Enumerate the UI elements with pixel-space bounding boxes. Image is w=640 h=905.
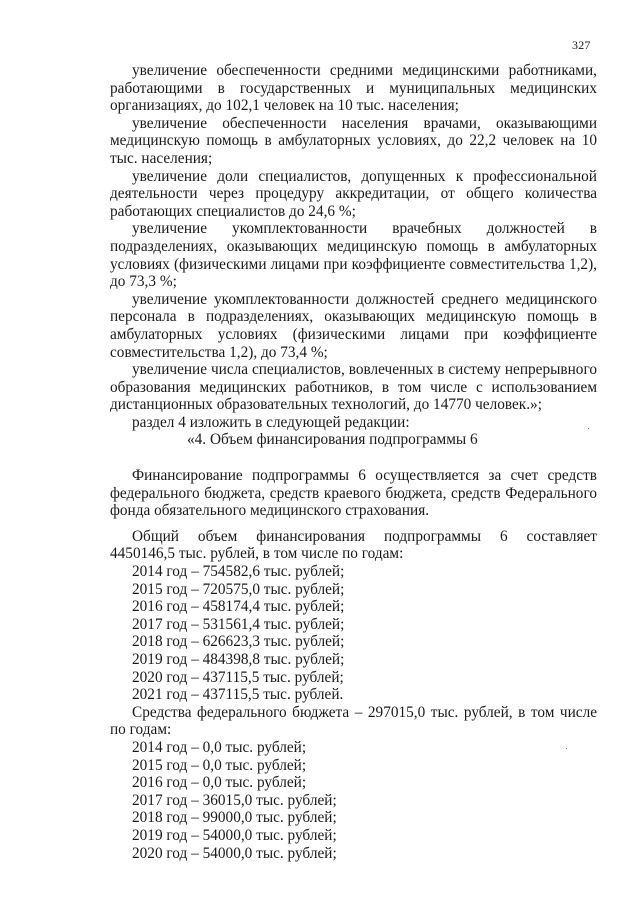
total-year-item: 2015 год – 720575,0 тыс. рублей; xyxy=(132,580,345,598)
total-by-year-list xyxy=(110,563,597,704)
federal-year-item: 2017 год – 36015,0 тыс. рублей; xyxy=(132,791,337,809)
federal-year-item: 2016 год – 0,0 тыс. рублей; xyxy=(132,774,307,792)
financing-intro: Финансирование подпрограммы 6 осуществляется за счет средств федерального бюджета, средств краевого бюджета, средств Федерального фонда обязательного медицинского страхования. xyxy=(110,467,597,520)
scan-speck xyxy=(566,748,567,749)
paragraph-nurse-staffing: увеличение укомплектованности должностей среднего медицинского персонала в подразделениях, оказывающих медицинскую помощь в амбулаторных условиях (физическими лицами при коэффициенте совместительства 1,2), до 73,4 %; xyxy=(110,290,597,361)
federal-year-item: 2019 год – 54000,0 тыс. рублей; xyxy=(132,826,337,844)
total-amount-continuation: 4450146,5 тыс. рублей, в том числе по годам: xyxy=(110,545,404,563)
paragraph-mid-level-staff: увеличение обеспеченности средними медицинскими работниками, работающими в государственных и муниципальных медицинских организациях, до 102,1 человек на 10 тыс. населения; xyxy=(110,62,597,115)
federal-year-item: 2015 год – 0,0 тыс. рублей; xyxy=(132,756,307,774)
scan-speck xyxy=(588,428,589,429)
section-heading: «4. Объем финансирования подпрограммы 6 xyxy=(187,431,478,449)
total-word: Общий xyxy=(132,527,179,545)
total-year-item: 2018 год – 626623,3 тыс. рублей; xyxy=(132,633,345,651)
document-body xyxy=(110,62,597,862)
total-year-item: 2014 год – 754582,6 тыс. рублей; xyxy=(132,563,345,581)
paragraph-section-instruction: раздел 4 изложить в следующей редакции: xyxy=(132,413,410,431)
total-year-item: 2019 год – 484398,8 тыс. рублей; xyxy=(132,651,345,668)
paragraph-continuing-education: увеличение числа специалистов, вовлеченных в систему непрерывного образования медицинских работников, в том числе с использованием дистанционных образовательных технологий, до 14770 человек.»; xyxy=(110,361,597,414)
paragraph-outpatient-doctors: увеличение обеспеченности населения врачами, оказывающими медицинскую помощь в амбулаторных условиях, до 22,2 человек на 10 тыс. населения; xyxy=(110,114,597,167)
federal-year-item: 2018 год – 99000,0 тыс. рублей; xyxy=(132,809,337,827)
total-year-item: 2016 год – 458174,4 тыс. рублей; xyxy=(132,598,345,616)
paragraph-accreditation: увеличение доли специалистов, допущенных к профессиональной деятельности через процедуру аккредитации, от общего количества работающих специалистов до 24,6 %; xyxy=(110,167,597,220)
total-word: финансирования xyxy=(256,527,366,545)
total-amount-line xyxy=(110,528,597,546)
spacer xyxy=(110,520,597,528)
total-word: объем xyxy=(197,527,238,545)
spacer xyxy=(110,449,597,467)
total-word: 6 xyxy=(499,527,508,545)
total-year-item: 2017 год – 531561,4 тыс. рублей; xyxy=(132,615,345,633)
total-year-item: 2020 год – 437115,5 тыс. рублей; xyxy=(132,668,344,686)
federal-year-item: 2014 год – 0,0 тыс. рублей; xyxy=(132,738,307,756)
total-word: подпрограммы xyxy=(384,527,482,545)
federal-budget-intro: Средства федерального бюджета – 297015,0 тыс. рублей, в том числе по годам: xyxy=(110,703,597,739)
paragraph-doctor-staffing: увеличение укомплектованности врачебных должностей в подразделениях, оказывающих медицинскую помощь в амбулаторных условиях (физическими лицами при коэффициенте совместительства 1,2), до 73,3 %; xyxy=(110,220,597,291)
page-number: 327 xyxy=(572,38,591,52)
federal-year-item: 2020 год – 54000,0 тыс. рублей; xyxy=(132,844,337,862)
total-word: составляет xyxy=(526,527,597,545)
total-year-item: 2021 год – 437115,5 тыс. рублей. xyxy=(132,686,344,704)
federal-by-year-list xyxy=(110,739,597,862)
